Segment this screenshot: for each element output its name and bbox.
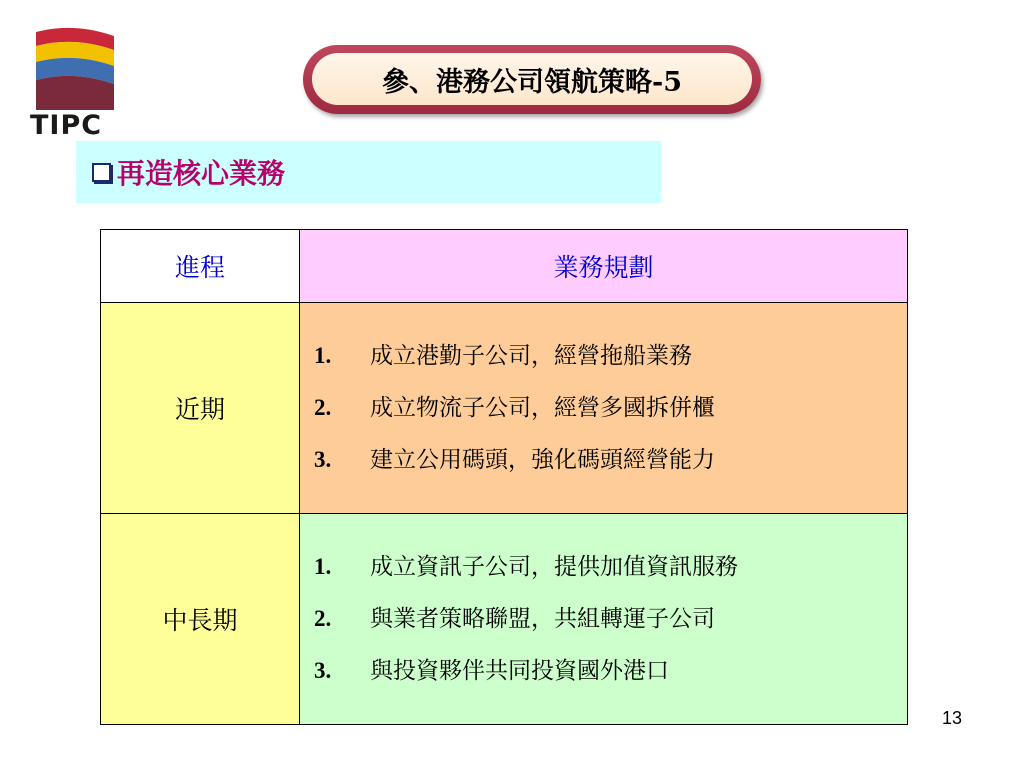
tipc-logo-mark [34, 26, 116, 112]
item-text: 成立港勤子公司，經營拖船業務 [370, 343, 692, 369]
table-header-row [101, 230, 908, 303]
list-item [300, 541, 907, 593]
plan-cell [300, 303, 908, 514]
list-item [300, 382, 907, 434]
header-stage-cell [101, 230, 300, 303]
list-item [300, 330, 907, 382]
list-item [300, 593, 907, 645]
tipc-logo [30, 26, 120, 141]
logo-text: TIPC [30, 110, 103, 141]
section-header [76, 141, 661, 203]
plan-cell [300, 514, 908, 725]
item-number: 1. [314, 343, 332, 368]
header-stage: 進程 [174, 253, 225, 282]
item-text: 建立公用碼頭，強化碼頭經營能力 [370, 447, 715, 473]
item-number: 2. [314, 606, 332, 631]
header-plan-cell [300, 230, 908, 303]
section-heading: 再造核心業務 [117, 157, 286, 190]
page-title: 參、港務公司領航策略-5 [312, 53, 752, 105]
item-text: 成立資訊子公司，提供加值資訊服務 [370, 554, 738, 580]
title-banner [303, 45, 761, 114]
item-number: 2. [314, 395, 332, 420]
business-plan-table [100, 229, 908, 725]
list-item [300, 645, 907, 697]
list-item [300, 434, 907, 486]
header-plan: 業務規劃 [553, 253, 654, 282]
item-number: 1. [314, 554, 332, 579]
page-number: 13 [941, 708, 962, 728]
item-text: 與投資夥伴共同投資國外港口 [370, 658, 669, 684]
checkbox-bullet-icon [92, 163, 111, 182]
item-text: 成立物流子公司，經營多國拆併櫃 [370, 395, 715, 421]
item-text: 與業者策略聯盟，共組轉運子公司 [370, 606, 715, 632]
table-row [101, 514, 908, 725]
stage-cell: 中長期 [101, 514, 300, 725]
item-number: 3. [314, 658, 332, 683]
item-number: 3. [314, 447, 332, 472]
table-row [101, 303, 908, 514]
stage-cell: 近期 [101, 303, 300, 514]
